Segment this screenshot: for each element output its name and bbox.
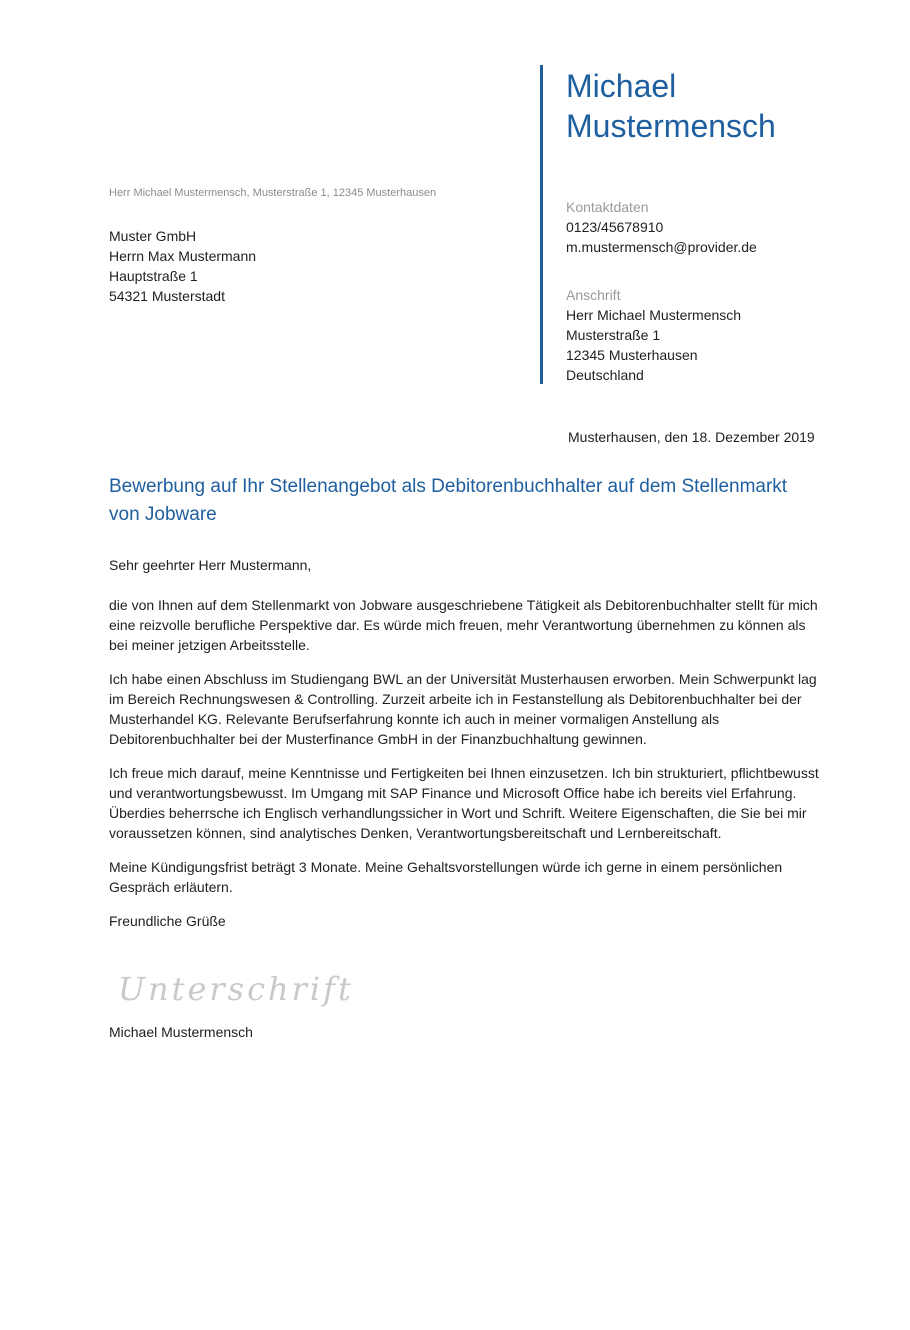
body-paragraph: Meine Kündigungsfrist beträgt 3 Monate. Meine Gehaltsvorstellungen würde ich gerne in einem persönlichen Gespräch erläutern. xyxy=(109,859,783,895)
letter-date: Musterhausen, den 18. Dezember 2019 xyxy=(568,429,815,445)
contact-phone: 0123/45678910 xyxy=(566,219,664,235)
header-accent-bar xyxy=(540,65,543,384)
address-line: Musterstraße 1 xyxy=(566,327,661,343)
address-line: Deutschland xyxy=(566,367,644,383)
recipient-company: Muster GmbH xyxy=(109,228,197,244)
address-label: Anschrift xyxy=(566,287,621,303)
applicant-first-name: Michael xyxy=(566,68,677,104)
body-paragraph: Ich freue mich darauf, meine Kenntnisse und Fertigkeiten bei Ihnen einzusetzen. Ich bin strukturiert, pflichtbewusst und verantwortungsbewusst. Im Umgang mit SAP Finance und Microsoft Office habe ich bereits viel Erfahrung. Überdies beherrsche ich Englisch verhandlungssicher in Wort und Schrift. Weitere Eigenschaften, die Sie bei mir voraussetzen können, sind analytisches Denken, Verantwortungsbereitschaft und Lernbereitschaft. xyxy=(109,765,819,841)
body-paragraph: Ich habe einen Abschluss im Studiengang BWL an der Universität Musterhausen erworben. Mein Schwerpunkt lag im Bereich Rechnungswesen & Controlling. Zurzeit arbeite ich in Festanstellung als Debitorenbuchhalter bei der Musterhandel KG. Relevante Berufserfahrung konnte ich auch in meiner vormaligen Anstellung als Debitorenbuchhalter bei der Musterfinance GmbH in der Finanzbuchhaltung gewinnen. xyxy=(109,671,817,747)
letter-subject: Bewerbung auf Ihr Stellenangebot als Debitorenbuchhalter auf dem Stellenmarkt von Jobware xyxy=(109,476,788,525)
signer-name: Michael Mustermensch xyxy=(109,1024,253,1040)
applicant-name xyxy=(566,66,776,146)
address-line: 12345 Musterhausen xyxy=(566,347,698,363)
signature-image: Unterschrift xyxy=(118,970,354,1008)
letter-body xyxy=(109,555,821,945)
recipient-person: Herrn Max Mustermann xyxy=(109,248,257,264)
contact-info xyxy=(566,197,757,385)
recipient-city: 54321 Musterstadt xyxy=(109,288,225,304)
contact-label: Kontaktdaten xyxy=(566,199,649,215)
body-paragraph: die von Ihnen auf dem Stellenmarkt von Jobware ausgeschriebene Tätigkeit als Debitorenbuchhalter stellt für mich eine reizvolle berufliche Perspektive dar. Es würde mich freuen, mehr Verantwortung übernehmen zu können als bei meiner jetzigen Arbeitsstelle. xyxy=(109,597,818,653)
closing: Freundliche Grüße xyxy=(109,913,226,929)
sender-return-address: Herr Michael Mustermensch, Musterstraße 1, 12345 Musterhausen xyxy=(109,187,437,199)
contact-email: m.mustermensch@provider.de xyxy=(566,239,757,255)
address-line: Herr Michael Mustermensch xyxy=(566,307,742,323)
applicant-last-name: Mustermensch xyxy=(566,108,776,144)
recipient-street: Hauptstraße 1 xyxy=(109,268,198,284)
salutation: Sehr geehrter Herr Mustermann, xyxy=(109,557,312,573)
recipient-address xyxy=(109,226,256,306)
